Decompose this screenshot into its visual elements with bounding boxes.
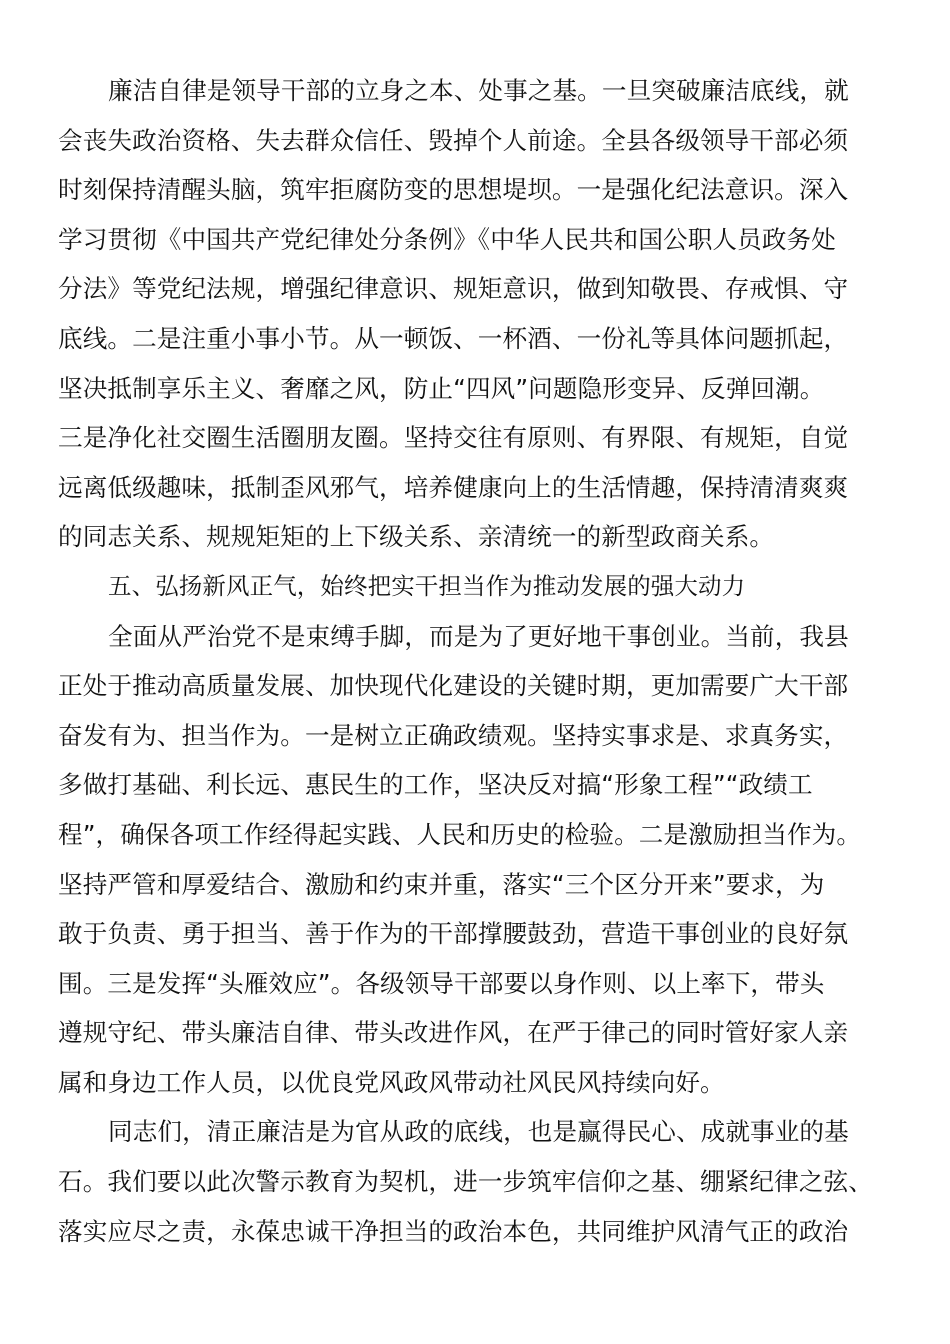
text-line: 遵规守纪、带头廉洁自律、带头改进作风，在严于律己的同时管好家人亲 bbox=[58, 1018, 849, 1048]
text-line: 石。我们要以此次警示教育为契机，进一步筑牢信仰之基、绷紧纪律之弦、 bbox=[58, 1167, 873, 1197]
section-heading: 五、弘扬新风正气，始终把实干担当作为推动发展的强大动力 bbox=[108, 571, 746, 600]
text-line: 正处于推动高质量发展、加快现代化建设的关键时期，更加需要广大干部 bbox=[58, 671, 849, 701]
text-line: 多做打基础、利长远、惠民生的工作，坚决反对搞“形象工程”“政绩工 bbox=[58, 770, 813, 800]
section-heading-five bbox=[58, 562, 888, 612]
text-line: 廉洁自律是领导干部的立身之本、处事之基。一旦突破廉洁底线，就 bbox=[108, 76, 849, 105]
paragraph-integrity bbox=[58, 66, 888, 562]
text-line: 落实应尽之责，永葆忠诚干净担当的政治本色，共同维护风清气正的政治 bbox=[58, 1216, 849, 1246]
text-line: 坚持严管和厚爱结合、激励和约束并重，落实“三个区分开来”要求，为 bbox=[58, 869, 825, 899]
text-line: 奋发有为、担当作为。一是树立正确政绩观。坚持实事求是、求真务实， bbox=[58, 720, 849, 750]
text-line: 敢于负责、勇于担当、善于作为的干部撑腰鼓劲，营造干事创业的良好氛 bbox=[58, 919, 849, 949]
text-line: 同志们，清正廉洁是为官从政的底线，也是赢得民心、成就事业的基 bbox=[108, 1117, 849, 1147]
paragraph-responsibility bbox=[58, 612, 888, 1108]
text-line: 时刻保持清醒头脑，筑牢拒腐防变的思想堤坝。一是强化纪法意识。深入 bbox=[58, 175, 849, 205]
text-line: 远离低级趣味，抵制歪风邪气，培养健康向上的生活情趣，保持清清爽爽 bbox=[58, 472, 849, 502]
paragraph-closing bbox=[58, 1107, 888, 1256]
text-line: 全面从严治党不是束缚手脚，而是为了更好地干事创业。当前，我县 bbox=[108, 621, 849, 651]
text-line: 围。三是发挥“头雁效应”。各级领导干部要以身作则、以上率下，带头 bbox=[58, 968, 825, 998]
document-page bbox=[58, 66, 888, 1256]
text-line: 属和身边工作人员，以优良党风政风带动社风民风持续向好。 bbox=[58, 1067, 725, 1097]
text-line: 会丧失政治资格、失去群众信任、毁掉个人前途。全县各级领导干部必须 bbox=[58, 125, 849, 155]
text-line: 程”，确保各项工作经得起实践、人民和历史的检验。二是激励担当作为。 bbox=[58, 819, 862, 849]
text-line: 三是净化社交圈生活圈朋友圈。坚持交往有原则、有界限、有规矩，自觉 bbox=[58, 423, 849, 453]
text-line: 的同志关系、规规矩矩的上下级关系、亲清统一的新型政商关系。 bbox=[58, 522, 775, 552]
text-line: 底线。二是注重小事小节。从一顿饭、一杯酒、一份礼等具体问题抓起， bbox=[58, 323, 849, 353]
text-line: 坚决抵制享乐主义、奢靡之风，防止“四风”问题隐形变异、反弹回潮。 bbox=[58, 373, 825, 403]
text-line: 学习贯彻《中国共产党纪律处分条例》《中华人民共和国公职人员政务处 bbox=[58, 224, 836, 254]
text-line: 分法》等党纪法规，增强纪律意识、规矩意识，做到知敬畏、存戒惧、守 bbox=[58, 274, 849, 304]
